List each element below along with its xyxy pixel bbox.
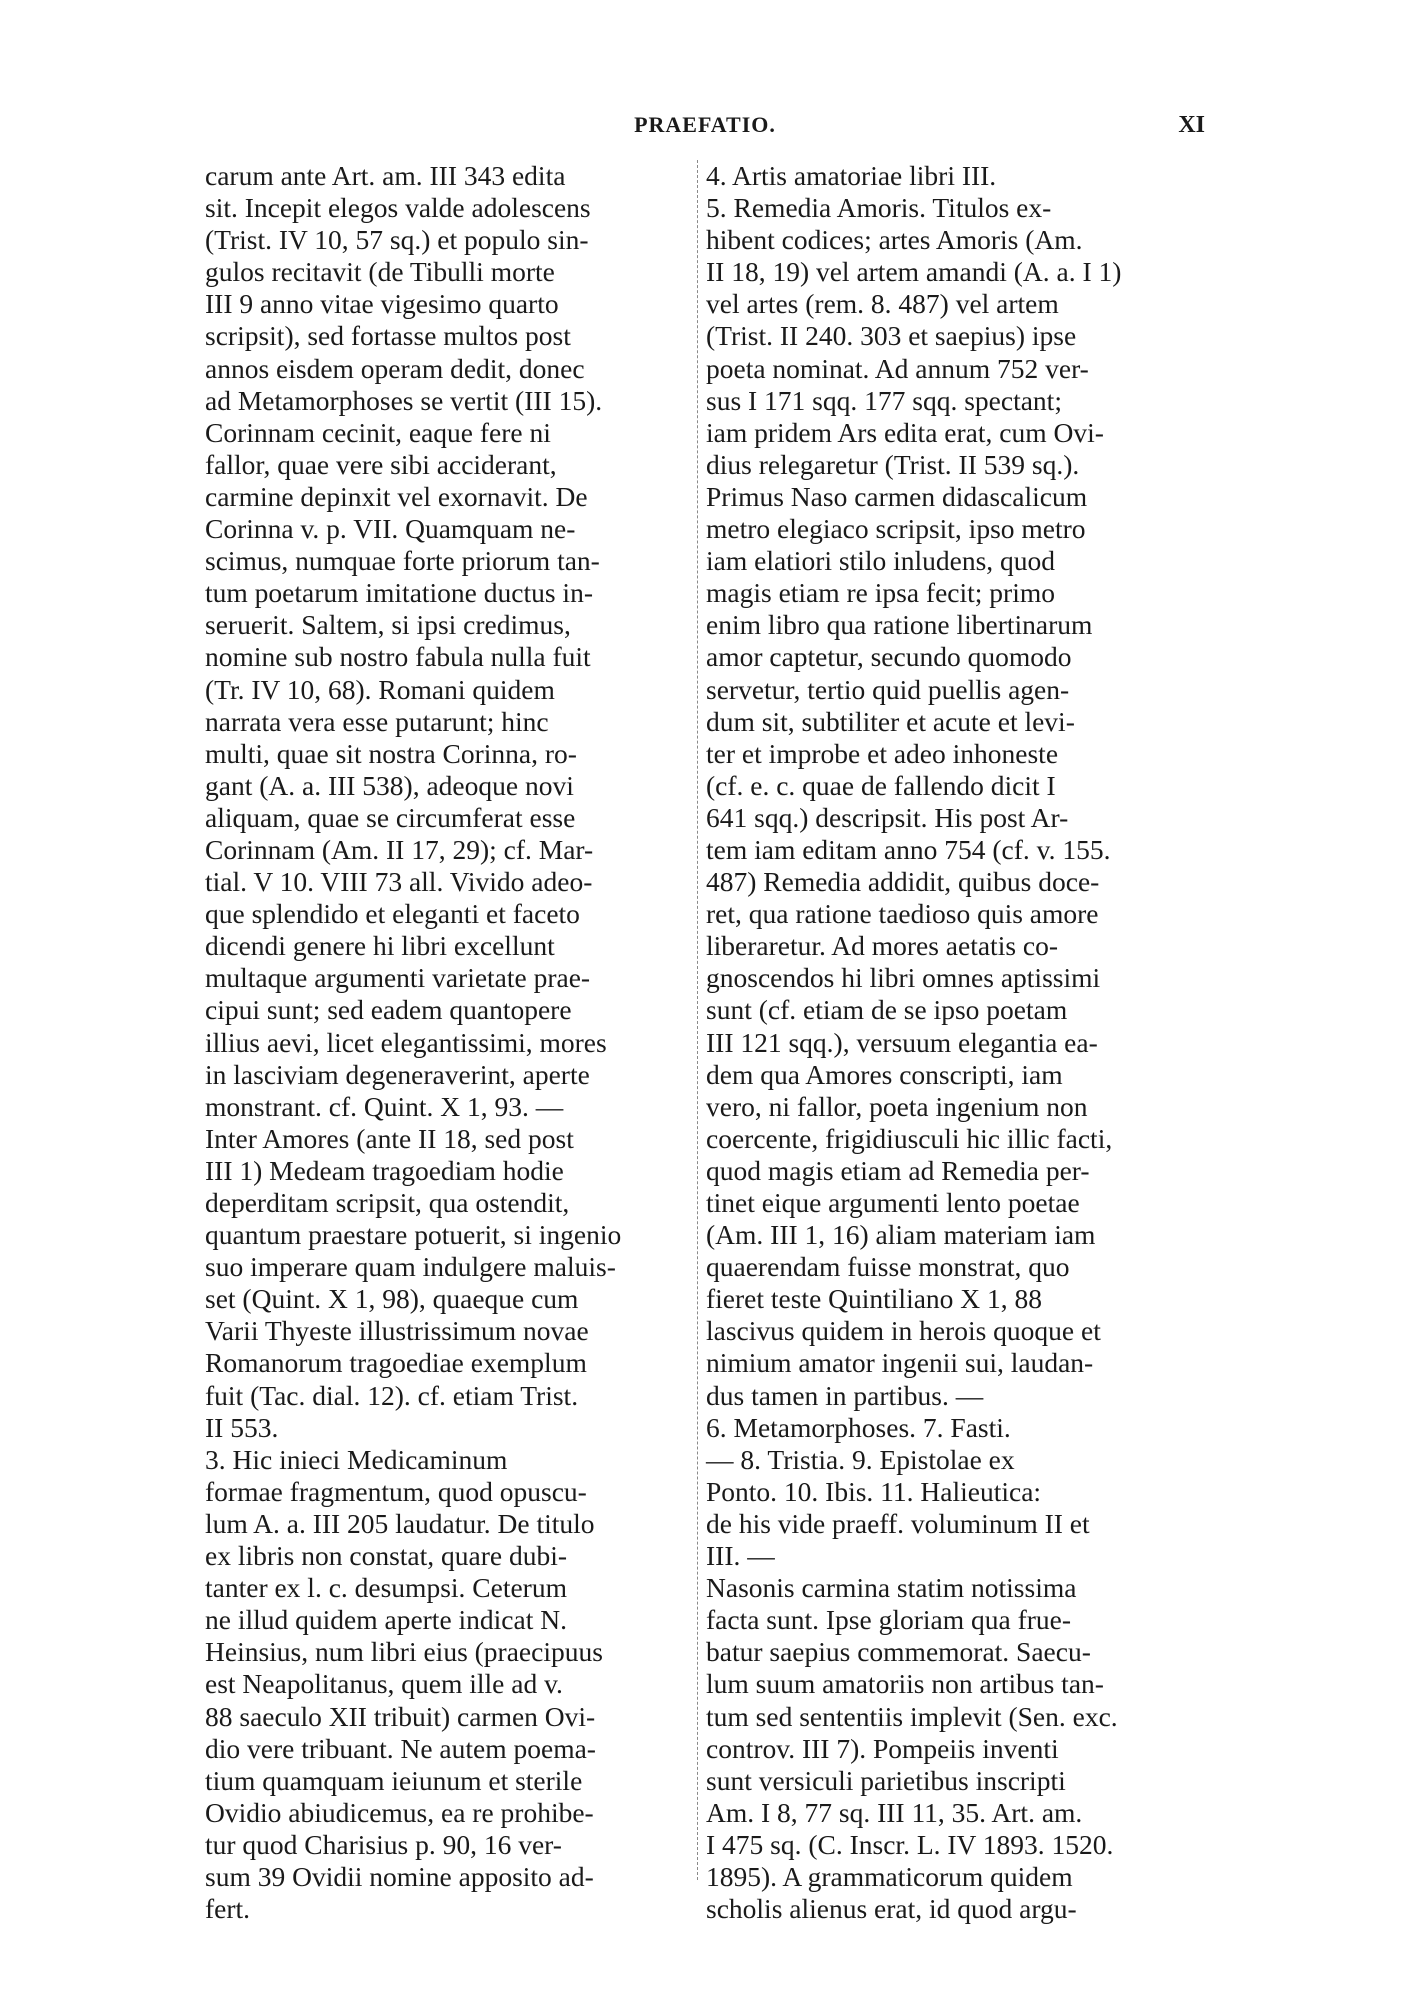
text-line: dum sit, subtiliter et acute et levi- [706,705,1075,737]
text-line: ter et improbe et adeo inhoneste [706,737,1059,769]
text-line: fert. [205,1893,251,1925]
text-line: de his vide praeff. voluminum II et [706,1507,1090,1539]
text-line: servetur, tertio quid puellis agen- [706,673,1070,705]
text-line: liberaretur. Ad mores aetatis co- [706,930,1059,962]
text-line: 1895). A grammaticorum quidem [706,1860,1073,1892]
text-line: III 1) Medeam tragoediam hodie [205,1154,564,1186]
text-line: illius aevi, licet elegantissimi, mores [205,1026,607,1058]
text-line: sum 39 Ovidii nomine apposito ad- [205,1860,594,1892]
text-line: quantum praestare potuerit, si ingenio [205,1219,622,1251]
text-line: vero, ni fallor, poeta ingenium non [706,1090,1088,1122]
page-title: PRAEFATIO. [634,112,776,137]
text-line: tinet eique argumenti lento poetae [706,1187,1080,1218]
text-line: amor captetur, secundo quomodo [706,641,1072,673]
text-line: Corinna v. p. VII. Quamquam ne- [205,513,576,545]
text-line: nomine sub nostro fabula nulla fuit [205,641,591,673]
text-line: Romanorum tragoediae exemplum [205,1347,587,1379]
text-line: carum ante Art. am. III 343 edita [205,160,566,191]
text-line: enim libro qua ratione libertinarum [706,609,1093,641]
text-line: scripsit), sed fortasse multos post [205,320,571,352]
text-line: ex libris non constat, quare dubi- [205,1540,567,1572]
text-line: multi, quae sit nostra Corinna, ro- [205,737,577,769]
text-line: tur quod Charisius p. 90, 16 ver- [205,1828,562,1860]
text-line: lum suum amatoriis non artibus tan- [706,1668,1104,1700]
text-line: dius relegaretur (Trist. II 539 sq.). [706,448,1080,480]
text-line: tem iam editam anno 754 (cf. v. 155. [706,833,1111,865]
text-line: II 553. [205,1411,279,1443]
text-line: magis etiam re ipsa fecit; primo [706,577,1055,609]
text-line: deperditam scripsit, qua ostendit, [205,1187,570,1218]
text-line: que splendido et eleganti et faceto [205,898,580,930]
text-line: tum sed sententiis implevit (Sen. exc. [706,1700,1118,1732]
text-line: (Tr. IV 10, 68). Romani quidem [205,673,555,705]
text-line: ret, qua ratione taedioso quis amore [706,898,1099,930]
text-line: lum A. a. III 205 laudatur. De titulo [205,1507,595,1539]
text-line: seruerit. Saltem, si ipsi credimus, [205,609,571,641]
text-line: poeta nominat. Ad annum 752 ver- [706,352,1089,384]
text-line: quod magis etiam ad Remedia per- [706,1154,1090,1186]
text-line: I 475 sq. (C. Inscr. L. IV 1893. 1520. [706,1828,1114,1860]
text-line: Nasonis carmina statim notissima [706,1572,1077,1604]
text-line: Corinnam cecinit, eaque fere ni [205,416,551,448]
text-line: tium quamquam ieiunum et sterile [205,1764,583,1796]
text-line: (cf. e. c. quae de fallendo dicit I [706,769,1056,801]
text-line: est Neapolitanus, quem ille ad v. [205,1668,563,1700]
text-line: narrata vera esse putarunt; hinc [205,705,549,737]
text-line: lascivus quidem in herois quoque et [706,1315,1101,1347]
text-line: 88 saeculo XII tribuit) carmen Ovi- [205,1700,596,1732]
text-line: Ponto. 10. Ibis. 11. Halieutica: [706,1475,1042,1507]
text-line: cipui sunt; sed eadem quantopere [205,994,572,1026]
text-line: gulos recitavit (de Tibulli morte [205,256,555,288]
text-line: in lasciviam degeneraverint, aperte [205,1058,590,1090]
text-line: ad Metamorphoses se vertit (III 15). [205,384,603,416]
text-line: fallor, quae vere sibi acciderant, [205,448,557,480]
text-line: 641 sqq.) descripsit. His post Ar- [706,801,1069,833]
text-line: tial. V 10. VIII 73 all. Vivido adeo- [205,866,593,898]
text-line: vel artes (rem. 8. 487) vel artem [706,288,1059,320]
right-column [706,160,1204,1925]
text-line: gant (A. a. III 538), adeoque novi [205,769,574,801]
text-line: sunt (cf. etiam de se ipso poetam [706,994,1068,1026]
text-line: III. — [706,1540,775,1572]
text-line: suo imperare quam indulgere maluis- [205,1251,616,1283]
running-head [205,112,1205,152]
text-line: scimus, numquae forte priorum tan- [205,545,600,577]
text-line: nimium amator ingenii sui, laudan- [706,1347,1094,1379]
text-line: III 9 anno vitae vigesimo quarto [205,288,559,320]
text-line: scholis alienus erat, id quod argu- [706,1893,1077,1925]
column-divider [697,160,698,1880]
text-line: (Trist. IV 10, 57 sq.) et populo sin- [205,224,589,256]
text-line: sus I 171 sqq. 177 sqq. spectant; [706,384,1062,416]
text-line: Varii Thyeste illustrissimum novae [205,1315,589,1347]
text-line: ne illud quidem aperte indicat N. [205,1604,567,1636]
text-line: aliquam, quae se circumferat esse [205,801,576,833]
text-line: sit. Incepit elegos valde adolescens [205,192,591,224]
text-line: Am. I 8, 77 sq. III 11, 35. Art. am. [706,1796,1083,1828]
text-line: — 8. Tristia. 9. Epistolae ex [706,1443,1015,1475]
text-line: hibent codices; artes Amoris (Am. [706,224,1083,256]
text-line: 5. Remedia Amoris. Titulos ex- [706,192,1052,224]
text-line: tum poetarum imitatione ductus in- [205,577,593,609]
text-line: Inter Amores (ante II 18, sed post [205,1122,574,1154]
text-line: sunt versiculi parietibus inscripti [706,1764,1066,1796]
text-line: Heinsius, num libri eius (praecipuus [205,1636,603,1668]
text-line: fuit (Tac. dial. 12). cf. etiam Trist. [205,1379,579,1411]
text-line: fieret teste Quintiliano X 1, 88 [706,1283,1043,1315]
text-line: Primus Naso carmen didascalicum [706,480,1088,512]
text-line: dus tamen in partibus. — [706,1379,984,1411]
text-line: Ovidio abiudicemus, ea re prohibe- [205,1796,594,1828]
text-line: formae fragmentum, quod opuscu- [205,1475,587,1507]
left-column [205,160,692,1925]
text-line: multaque argumenti varietate prae- [205,962,591,994]
text-line: II 18, 19) vel artem amandi (A. a. I 1) [706,256,1122,288]
text-line: monstrant. cf. Quint. X 1, 93. — [205,1090,564,1122]
text-line: 487) Remedia addidit, quibus doce- [706,866,1100,898]
text-line: 4. Artis amatoriae libri III. [706,160,997,191]
text-line: 3. Hic inieci Medicaminum [205,1443,508,1475]
text-line: tanter ex l. c. desumpsi. Ceterum [205,1572,567,1604]
text-line: 6. Metamorphoses. 7. Fasti. [706,1411,1011,1443]
text-line: Corinnam (Am. II 17, 29); cf. Mar- [205,833,594,865]
text-line: batur saepius commemorat. Saecu- [706,1636,1091,1668]
text-line: facta sunt. Ipse gloriam qua frue- [706,1604,1071,1636]
text-line: set (Quint. X 1, 98), quaeque cum [205,1283,579,1315]
text-line: iam pridem Ars edita erat, cum Ovi- [706,416,1104,448]
text-line: dicendi genere hi libri excellunt [205,930,555,962]
text-line: dio vere tribuant. Ne autem poema- [205,1732,596,1764]
text-line: (Trist. II 240. 303 et saepius) ipse [706,320,1077,352]
text-line: carmine depinxit vel exornavit. De [205,480,588,512]
text-line: gnoscendos hi libri omnes aptissimi [706,962,1101,994]
text-line: metro elegiaco scripsit, ipso metro [706,513,1086,545]
text-line: quaerendam fuisse monstrat, quo [706,1251,1070,1283]
text-line: III 121 sqq.), versuum elegantia ea- [706,1026,1098,1058]
text-line: iam elatiori stilo inludens, quod [706,545,1056,577]
text-line: annos eisdem operam dedit, donec [205,352,585,384]
text-line: (Am. III 1, 16) aliam materiam iam [706,1219,1096,1251]
page-number: XI [1178,112,1205,138]
text-line: coercente, frigidiusculi hic illic facti, [706,1122,1113,1154]
text-line: controv. III 7). Pompeiis inventi [706,1732,1059,1764]
text-line: dem qua Amores conscripti, iam [706,1058,1063,1090]
